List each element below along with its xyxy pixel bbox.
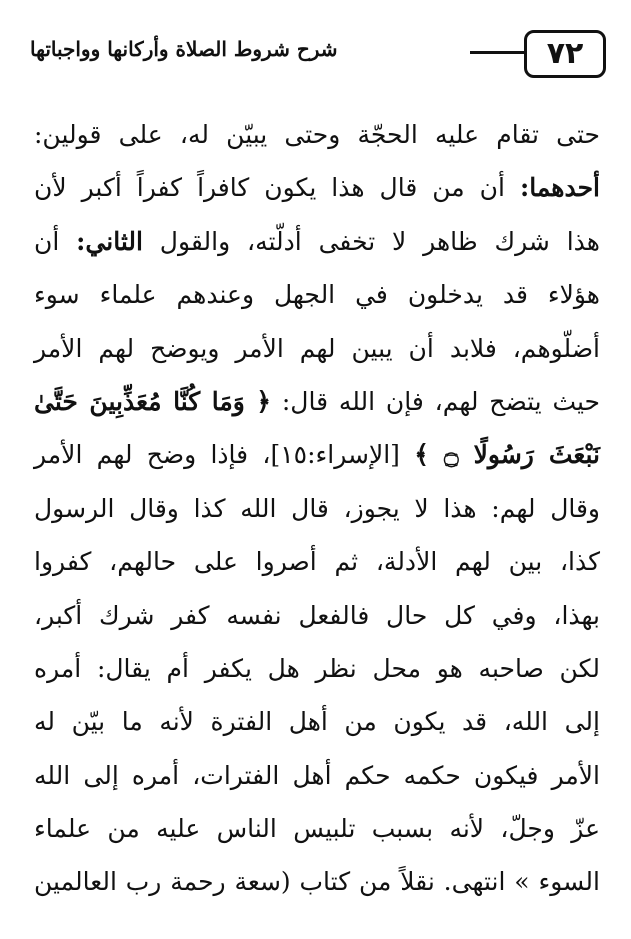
text-segment: وقال لهم: هذا لا يجوز، قال الله كذا وقال الرسول xyxy=(34,493,600,523)
text-segment: أضلّوهم، فلابد أن يبين لهم الأمر ويوضح لهم الأمر xyxy=(34,333,600,363)
text-line xyxy=(34,375,600,428)
text-segment: هذا شرك ظاهر لا تخفى أدلّته، والقول xyxy=(142,226,600,256)
text-line xyxy=(34,108,600,161)
text-segment: السوء » انتهى. نقلاً من كتاب (سعة رحمة رب العالمين xyxy=(34,867,600,897)
text-segment: هؤلاء قد يدخلون في الجهل وعندهم علماء سوء xyxy=(34,280,600,310)
text-line xyxy=(34,535,600,588)
text-line xyxy=(34,589,600,642)
header-rule xyxy=(470,51,526,54)
text-line xyxy=(34,161,600,214)
bold-text-segment: ﴿ وَمَا كُنَّا مُعَذِّبِينَ حَتَّىٰ xyxy=(34,386,272,416)
text-segment: كذا، بين لهم الأدلة، ثم أصروا على حالهم، كفروا xyxy=(34,547,600,577)
text-segment: حتى تقام عليه الحجّة وحتى يبيّن له، على قولين: xyxy=(34,120,600,149)
text-segment: حيث يتضح لهم، فإن الله قال: xyxy=(271,386,600,416)
text-line xyxy=(34,695,600,748)
text-segment: الأمر فيكون حكمه حكم أهل الفترات، أمره إلى الله xyxy=(34,760,600,790)
page-header xyxy=(30,22,608,84)
bold-text-segment: أحدهما: xyxy=(519,173,600,203)
bold-text-segment: نَبْعَثَ رَسُولًا ۝ ﴾ xyxy=(414,440,600,470)
page-number: ٧٢ xyxy=(524,30,606,78)
text-segment: عزّ وجلّ، لأنه بسبب تلبيس الناس عليه من علماء xyxy=(34,814,600,844)
text-segment: إلى الله، قد يكون من أهل الفترة لأنه ما بيّن له xyxy=(34,707,600,737)
text-line xyxy=(34,322,600,375)
text-line xyxy=(34,215,600,268)
text-line xyxy=(34,482,600,535)
running-title: شرح شروط الصلاة وأركانها وواجباتها xyxy=(30,37,338,61)
text-segment: [الإسراء:١٥]، فإذا وضح لهم الأمر xyxy=(34,440,415,470)
text-segment: أن xyxy=(34,226,77,256)
text-segment: أن من قال هذا يكون كافراً كفراً أكبر لأن xyxy=(34,173,520,203)
text-line xyxy=(34,749,600,802)
text-segment: لكن صاحبه هو محل نظر هل يكفر أم يقال: أمره xyxy=(34,653,600,683)
text-line xyxy=(34,268,600,321)
text-line xyxy=(34,428,600,481)
text-line xyxy=(34,802,600,855)
text-line xyxy=(34,642,600,695)
bold-text-segment: الثاني: xyxy=(76,226,143,256)
text-line xyxy=(34,855,600,908)
text-segment: بهذا، وفي كل حال فالفعل نفسه كفر شرك أكبر، xyxy=(34,600,600,630)
body-text xyxy=(34,108,600,909)
